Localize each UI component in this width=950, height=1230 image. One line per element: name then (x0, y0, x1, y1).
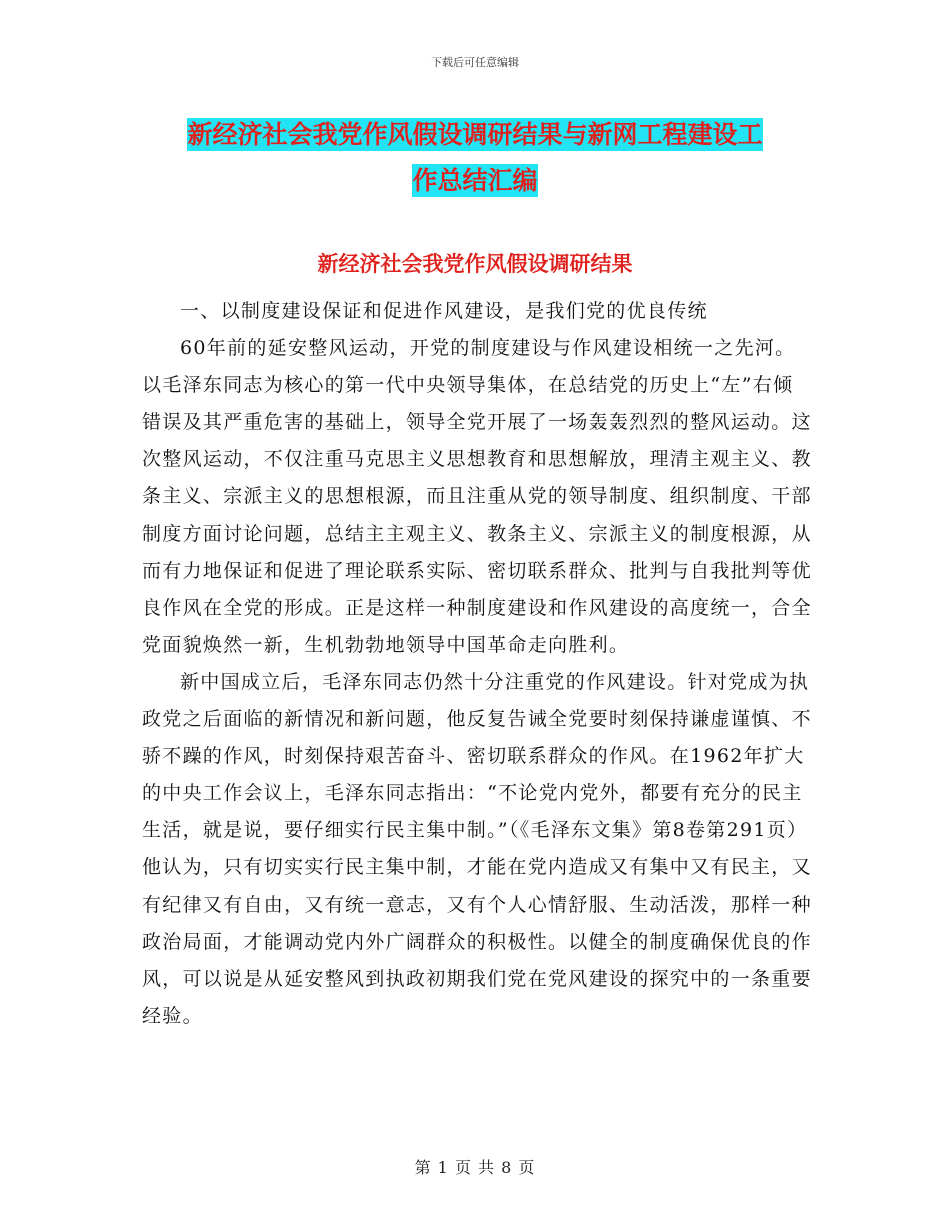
page-number: 第 1 页 共 8 页 (414, 1158, 536, 1177)
paragraph-heading: 一、以制度建设保证和促进作风建设，是我们党的优良传统 (180, 300, 708, 322)
paragraph: 新中国成立后，毛泽东同志仍然十分注重党的作风建设。针对党成为执政党之后面临的新情况和新问题，他反复告诫全党要时刻保持谦虚谨慎、不骄不躁的作风，时刻保持艰苦奋斗、密切联系群众的作风。在1962年扩大的中央工作会议上，毛泽东同志指出：“不论党内党外，都要有充分的民主生活，就是说，要仔细实行民主集中制。”（《毛泽东文集》第8卷第291页）他认为，只有切实实行民主集中制，才能在党内造成又有集中又有民主，又有纪律又有自由，又有统一意志，又有个人心情舒服、生动活泼，那样一种政治局面，才能调动党内外广阔群众的积极性。以健全的制度确保优良的作风，可以说是从延安整风到执政初期我们党在党风建设的探究中的一条重要经验。 (142, 670, 812, 1027)
document-title-line-2: 作总结汇编 (412, 166, 538, 195)
document-title-line-1: 新经济社会我党作风假设调研结果与新网工程建设工 (187, 120, 763, 149)
section-title: 新经济社会我党作风假设调研结果 (317, 252, 633, 276)
document-title (140, 112, 810, 204)
body-text (142, 293, 812, 1035)
paragraph: 60年前的延安整风运动，开党的制度建设与作风建设相统一之先河。以毛泽东同志为核心的第一代中央领导集体，在总结党的历史上“左”右倾错误及其严重危害的基础上，领导全党开展了一场轰轰烈烈的整风运动。这次整风运动，不仅注重马克思主义思想教育和思想解放，理清主观主义、教条主义、宗派主义的思想根源，而且注重从党的领导制度、组织制度、干部制度方面讨论问题，总结主主观主义、教条主义、宗派主义的制度根源，从而有力地保证和促进了理论联系实际、密切联系群众、批判与自我批判等优良作风在全党的形成。正是这样一种制度建设和作风建设的高度统一，合全党面貌焕然一新，生机勃勃地领导中国革命走向胜利。 (142, 337, 812, 656)
header-note: 下载后可任意编辑 (431, 56, 519, 69)
